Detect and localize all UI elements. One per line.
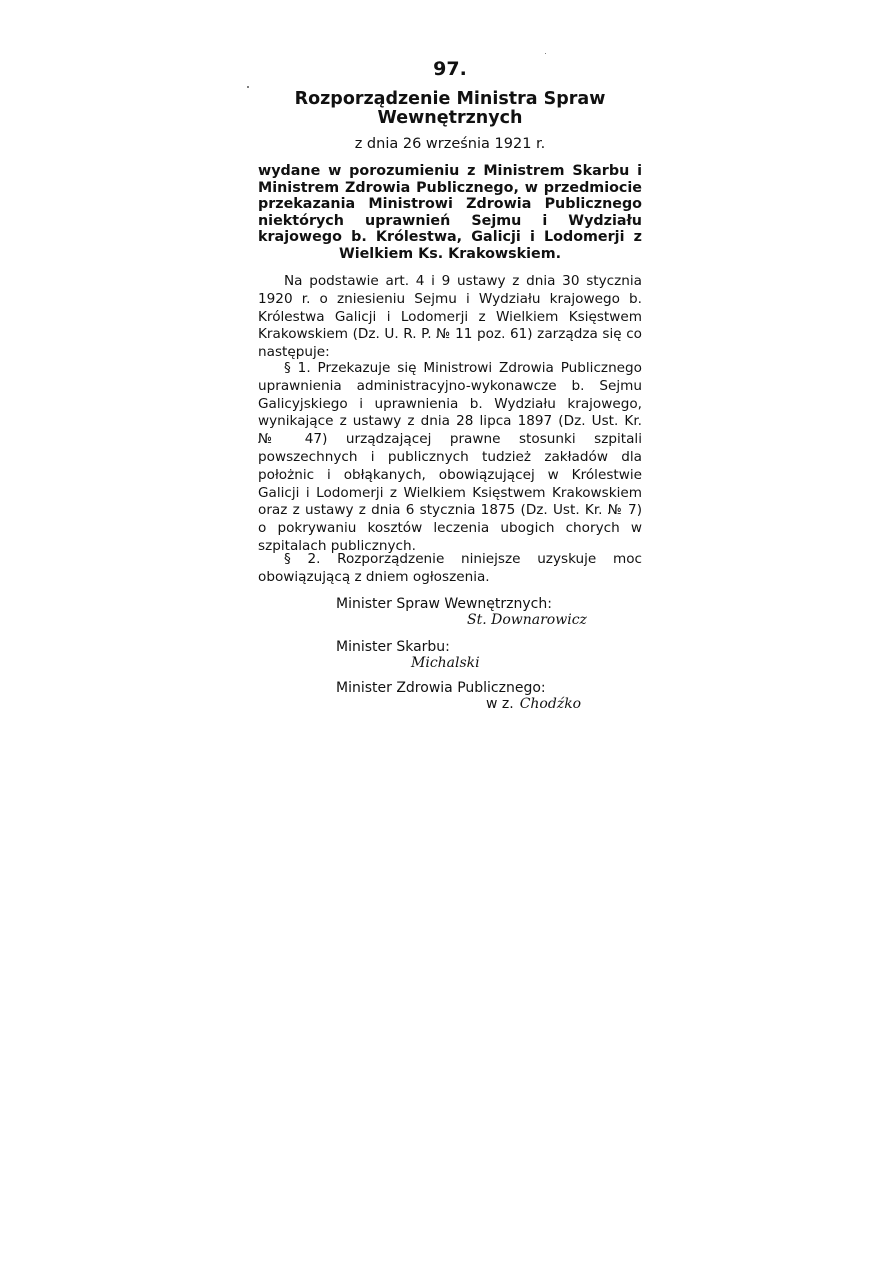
document-title [258,90,642,128]
document-number: 97. [433,58,467,80]
signature-role-interior: Minister Spraw Wewnętrznych: [336,596,552,612]
signature-prefix: w z. [486,696,514,712]
scan-speck [247,86,249,88]
signature-name-interior: St. Downarowicz [467,612,587,628]
document-subtitle: wydane w porozumieniu z Ministrem Skarbu i Ministrem Zdrowia Publicznego, w przedmiocie przekazania Ministrowi Zdrowia Publicznego niektórych uprawnień Sejmu i Wydziału krajowego b. Królestwa, Galicji i Lodomerji z Wielkiem Ks. Krakowskiem. [258,163,642,262]
title-line-1: Rozporządzenie Ministra Spraw [294,89,606,109]
section-2-paragraph: § 2. Rozporządzenie niniejsze uzyskuje moc obowiązującą z dniem ogłoszenia. [258,551,642,585]
preamble-paragraph: Na podstawie art. 4 i 9 ustawy z dnia 30 stycznia 1920 r. o zniesieniu Sejmu i Wydziału krajowego b. Królestwa Galicji i Lodomerji z Wielkiem Księstwem Krakowskiem (Dz. U. R. P. № 11 poz. 61) zarządza się co następuje: [258,273,642,361]
signature-name-health [486,696,581,713]
signature-role-health: Minister Zdrowia Publicznego: [336,680,546,696]
title-line-2: Wewnętrznych [377,108,523,128]
signature-role-treasury: Minister Skarbu: [336,639,450,655]
scan-speck [545,53,546,54]
signature-name-health-text: Chodźko [519,696,582,712]
section-1-paragraph: § 1. Przekazuje się Ministrowi Zdrowia Publicznego uprawnienia administracyjno-wykonawcze b. Sejmu Galicyjskiego i uprawnienia b. Wydziału krajowego, wynikające z ustawy z dnia 28 lipca 1897 (Dz. Ust. Kr. № 47) urządzającej prawne stosunki szpitali powszechnych i publicznych tudzież zakładów dla położnic i obłąkanych, obowiązującej w Królestwie Galicji i Lodomerji z Wielkiem Księstwem Krakowskiem oraz z ustawy z dnia 6 stycznia 1875 (Dz. Ust. Kr. № 7) o pokrywaniu kosztów leczenia ubogich chorych w szpitalach publicznych. [258,360,642,554]
signature-name-treasury: Michalski [411,655,480,671]
document-date: z dnia 26 września 1921 r. [354,136,546,152]
